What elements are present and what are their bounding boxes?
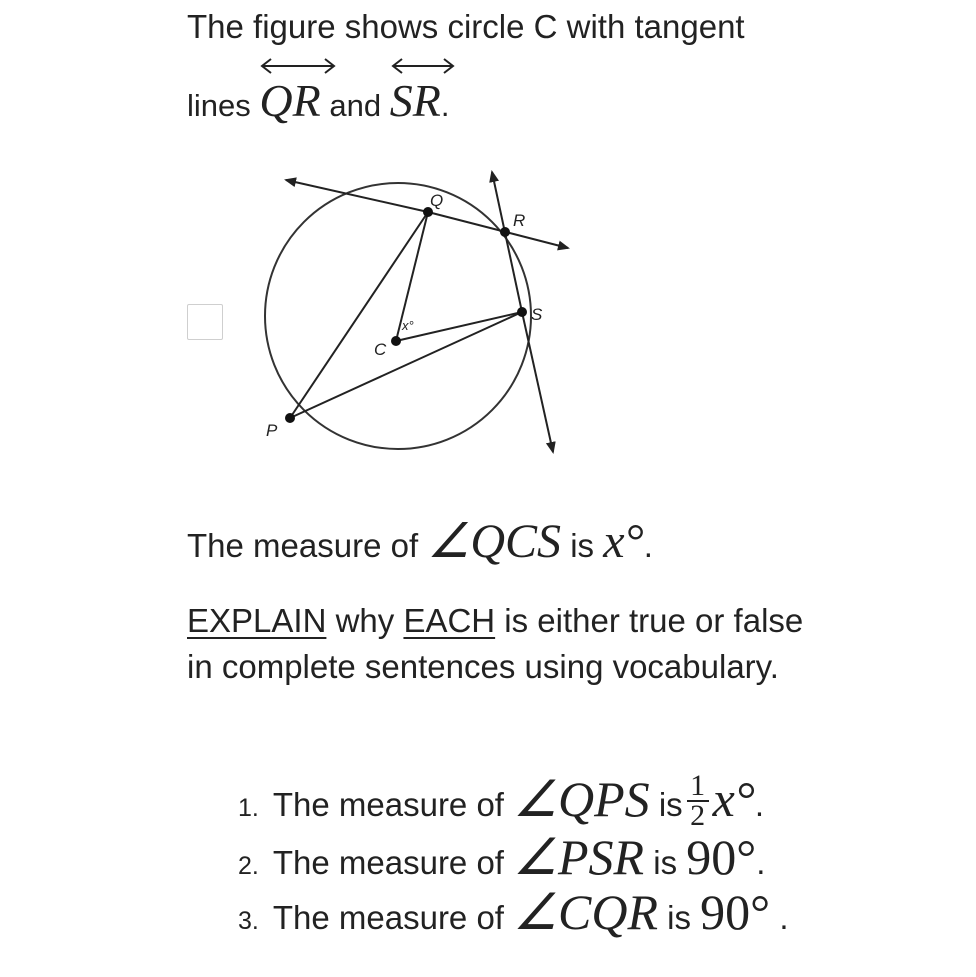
list-item xyxy=(238,828,765,886)
item-number: 1. xyxy=(238,794,259,822)
measure-is: is xyxy=(570,527,595,564)
item-suffix: . xyxy=(754,786,765,823)
explain-instructions xyxy=(187,598,827,690)
tangent-line-sr-ext xyxy=(522,312,553,452)
list-item xyxy=(238,883,789,941)
fraction-numerator: 1 xyxy=(690,769,706,803)
measure-statement xyxy=(187,513,653,569)
item-value: 90° xyxy=(700,884,771,940)
label-s: S xyxy=(531,305,543,324)
lines-word: lines xyxy=(187,88,251,123)
item-is: is xyxy=(667,899,691,936)
item-value: 90° xyxy=(686,829,757,885)
line-qr-symbol xyxy=(259,75,321,126)
and-word: and xyxy=(329,88,382,123)
item-prefix: The measure of xyxy=(272,786,504,823)
label-r: R xyxy=(513,211,526,230)
point-s xyxy=(517,307,527,317)
explain-keyword: EXPLAIN xyxy=(187,602,327,639)
intro-line-2 xyxy=(187,75,450,126)
item-prefix: The measure of xyxy=(272,899,504,936)
measure-period: . xyxy=(643,527,653,564)
label-angle-x: x° xyxy=(402,318,414,333)
intro-period: . xyxy=(440,88,450,123)
measure-prefix: The measure of xyxy=(187,527,419,564)
point-c xyxy=(391,336,401,346)
point-p xyxy=(285,413,295,423)
double-arrow-icon xyxy=(390,56,456,76)
intro-line-1: The figure shows circle C with tangent xyxy=(187,8,745,45)
line-sr-symbol xyxy=(389,75,441,126)
segment-cs xyxy=(396,312,522,341)
line-qr-label: QR xyxy=(259,75,321,126)
double-arrow-icon xyxy=(259,56,337,76)
item-suffix: . xyxy=(770,899,789,936)
label-p: P xyxy=(266,421,278,440)
item-is: is xyxy=(658,786,683,823)
item-prefix: The measure of xyxy=(272,844,504,881)
tangent-line-qr xyxy=(286,180,428,212)
fraction-denominator: 2 xyxy=(690,799,706,833)
label-q: Q xyxy=(430,191,444,210)
item-value: x° xyxy=(712,771,755,827)
circle-c xyxy=(265,183,531,449)
item-suffix: . xyxy=(756,844,766,881)
item-angle: ∠QPS xyxy=(513,771,650,827)
tangent-line-sr xyxy=(492,172,522,312)
measure-angle: ∠QCS xyxy=(427,515,562,568)
list-item xyxy=(238,770,764,836)
answer-checkbox[interactable] xyxy=(187,304,223,340)
item-angle: ∠CQR xyxy=(513,884,658,940)
measure-value: x° xyxy=(603,515,644,568)
item-angle: ∠PSR xyxy=(513,829,645,885)
one-half-fraction xyxy=(687,769,709,833)
item-number: 2. xyxy=(238,852,259,880)
line-sr-label: SR xyxy=(389,75,441,126)
point-r xyxy=(500,227,510,237)
item-is: is xyxy=(653,844,678,881)
tangent-line-qr-ext xyxy=(428,212,568,248)
explain-why: why xyxy=(335,602,395,639)
label-c: C xyxy=(374,340,387,359)
circle-figure xyxy=(250,160,590,480)
explain-rest: is either true or false in complete sentences using vocabulary. xyxy=(187,602,804,685)
item-number: 3. xyxy=(238,907,259,935)
each-keyword: EACH xyxy=(403,602,496,639)
